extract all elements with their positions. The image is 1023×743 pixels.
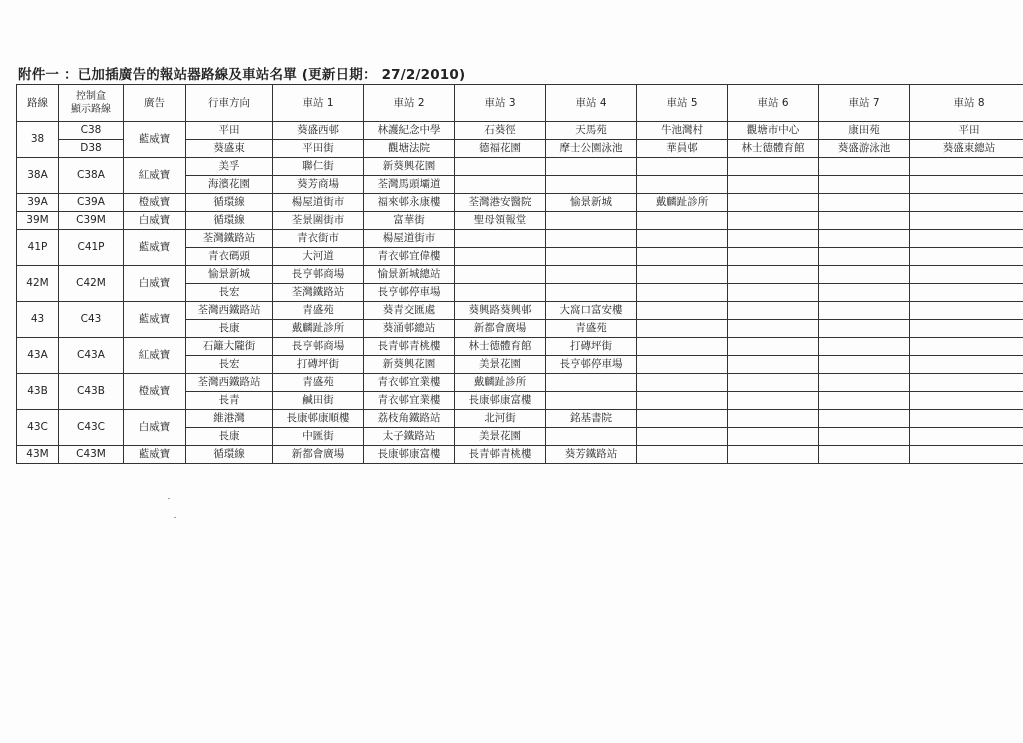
header-control-line2: 顯示路線: [71, 104, 111, 115]
station-cell: 戴麟趾診所: [455, 374, 546, 392]
advertisement-cell: 白威寶: [124, 266, 186, 302]
table-row: [17, 374, 1023, 392]
station-cell: [819, 428, 910, 446]
direction-cell: 荃灣西鐵路站: [186, 302, 273, 320]
table-header-row: [17, 85, 1023, 122]
station-cell: [910, 284, 1023, 302]
station-cell: 荃灣馬頭壩道: [364, 176, 455, 194]
station-cell: [637, 446, 728, 464]
header-route: 路線: [17, 85, 59, 122]
station-cell: [910, 248, 1023, 266]
station-cell: [728, 338, 819, 356]
station-cell: 青衣邨宜偉樓: [364, 248, 455, 266]
station-cell: 愉景新城: [546, 194, 637, 212]
station-cell: [819, 446, 910, 464]
control-box-cell: C39M: [59, 212, 124, 230]
station-cell: [637, 230, 728, 248]
station-cell: 愉景新城總站: [364, 266, 455, 284]
station-cell: 長亨邨商場: [273, 338, 364, 356]
station-cell: [546, 392, 637, 410]
control-box-cell: C38A: [59, 158, 124, 194]
station-cell: [546, 428, 637, 446]
station-cell: 新葵興花園: [364, 158, 455, 176]
station-cell: [637, 158, 728, 176]
station-cell: 戴麟趾診所: [637, 194, 728, 212]
table-row: [17, 158, 1023, 176]
station-cell: 楊屋道街市: [364, 230, 455, 248]
station-cell: 長青邨青桃樓: [364, 338, 455, 356]
station-cell: 葵芳鐵路站: [546, 446, 637, 464]
route-number-cell: 43B: [17, 374, 59, 410]
control-box-cell: C43M: [59, 446, 124, 464]
station-cell: [910, 392, 1023, 410]
station-cell: [637, 410, 728, 428]
station-cell: [910, 410, 1023, 428]
control-box-cell: C42M: [59, 266, 124, 302]
route-number-cell: 43M: [17, 446, 59, 464]
station-cell: 楊屋道街市: [273, 194, 364, 212]
station-cell: [546, 158, 637, 176]
station-cell: 觀塘法院: [364, 140, 455, 158]
station-cell: 葵芳商場: [273, 176, 364, 194]
table-row: [17, 122, 1023, 140]
station-cell: [910, 446, 1023, 464]
station-cell: [637, 248, 728, 266]
station-cell: [546, 248, 637, 266]
station-cell: 葵盛西邨: [273, 122, 364, 140]
station-cell: 林士德體育館: [455, 338, 546, 356]
direction-cell: 平田: [186, 122, 273, 140]
route-station-table: [16, 84, 1023, 464]
document-title: 附件一 ：已加插廣告的報站器路線及車站名單 (更新日期： 27/2/2010): [18, 67, 466, 83]
station-cell: [910, 428, 1023, 446]
header-station-8: 車站 8: [910, 85, 1023, 122]
station-cell: [910, 212, 1023, 230]
direction-cell: 愉景新城: [186, 266, 273, 284]
station-cell: [819, 410, 910, 428]
station-cell: 美景花園: [455, 356, 546, 374]
station-cell: 大窩口富安樓: [546, 302, 637, 320]
control-box-cell: C43B: [59, 374, 124, 410]
station-cell: [728, 410, 819, 428]
station-cell: [728, 446, 819, 464]
station-cell: [728, 266, 819, 284]
header-station-6: 車站 6: [728, 85, 819, 122]
station-cell: [819, 302, 910, 320]
direction-cell: 葵盛東: [186, 140, 273, 158]
station-cell: [637, 266, 728, 284]
station-cell: [455, 176, 546, 194]
station-cell: [910, 302, 1023, 320]
advertisement-cell: 橙威寶: [124, 374, 186, 410]
station-cell: 打磚坪街: [546, 338, 637, 356]
header-station-3: 車站 3: [455, 85, 546, 122]
direction-cell: 長宏: [186, 284, 273, 302]
header-station-5: 車站 5: [637, 85, 728, 122]
scan-speck: [168, 498, 170, 499]
station-cell: [910, 320, 1023, 338]
station-cell: 大河道: [273, 248, 364, 266]
station-cell: [728, 374, 819, 392]
table-row: [17, 338, 1023, 356]
station-cell: [637, 302, 728, 320]
control-box-cell: C43A: [59, 338, 124, 374]
station-cell: 青衣街市: [273, 230, 364, 248]
station-cell: 青盛苑: [273, 374, 364, 392]
station-cell: [728, 176, 819, 194]
table-row: [17, 410, 1023, 428]
advertisement-cell: 藍威寶: [124, 302, 186, 338]
table-row: [17, 446, 1023, 464]
station-cell: 康田苑: [819, 122, 910, 140]
header-station-7: 車站 7: [819, 85, 910, 122]
station-cell: [546, 230, 637, 248]
direction-cell: 荃灣鐵路站: [186, 230, 273, 248]
direction-cell: 循環線: [186, 194, 273, 212]
header-control-line1: 控制盒: [76, 91, 106, 102]
station-cell: 德福花園: [455, 140, 546, 158]
advertisement-cell: 紅威寶: [124, 338, 186, 374]
station-cell: 青衣邨宜業樓: [364, 374, 455, 392]
station-cell: 葵盛游泳池: [819, 140, 910, 158]
advertisement-cell: 白威寶: [124, 212, 186, 230]
station-cell: [819, 320, 910, 338]
station-cell: 青衣邨宜業樓: [364, 392, 455, 410]
station-cell: [728, 230, 819, 248]
station-cell: 長康邨康富樓: [455, 392, 546, 410]
station-cell: [455, 266, 546, 284]
station-cell: 華員邨: [637, 140, 728, 158]
header-direction: 行車方向: [186, 85, 273, 122]
station-cell: 富華街: [364, 212, 455, 230]
route-number-cell: 43C: [17, 410, 59, 446]
station-cell: [728, 428, 819, 446]
station-cell: [637, 392, 728, 410]
direction-cell: 循環線: [186, 212, 273, 230]
route-number-cell: 38: [17, 122, 59, 158]
station-cell: [637, 284, 728, 302]
station-cell: 福來邨永康樓: [364, 194, 455, 212]
direction-cell: 青衣碼頭: [186, 248, 273, 266]
header-station-4: 車站 4: [546, 85, 637, 122]
control-box-cell: C43C: [59, 410, 124, 446]
table-body: [17, 122, 1023, 464]
table-row: [17, 302, 1023, 320]
route-number-cell: 38A: [17, 158, 59, 194]
station-cell: [455, 248, 546, 266]
station-cell: [819, 176, 910, 194]
station-cell: 青盛苑: [273, 302, 364, 320]
header-advertisement: 廣告: [124, 85, 186, 122]
station-cell: 新都會廣場: [455, 320, 546, 338]
header-station-2: 車站 2: [364, 85, 455, 122]
station-cell: 荃灣鐵路站: [273, 284, 364, 302]
station-cell: [728, 320, 819, 338]
station-cell: 銘基書院: [546, 410, 637, 428]
station-cell: [728, 248, 819, 266]
station-cell: 戴麟趾診所: [273, 320, 364, 338]
station-cell: [819, 356, 910, 374]
route-number-cell: 43: [17, 302, 59, 338]
control-box-cell: C43: [59, 302, 124, 338]
station-cell: 打磚坪街: [273, 356, 364, 374]
station-cell: [546, 374, 637, 392]
advertisement-cell: 藍威寶: [124, 122, 186, 158]
station-cell: [546, 284, 637, 302]
station-cell: 長亨邨商場: [273, 266, 364, 284]
control-box-cell: C38: [59, 122, 124, 140]
advertisement-cell: 白威寶: [124, 410, 186, 446]
station-cell: [819, 266, 910, 284]
advertisement-cell: 藍威寶: [124, 446, 186, 464]
station-cell: [546, 176, 637, 194]
station-cell: [819, 374, 910, 392]
station-cell: [819, 248, 910, 266]
station-cell: [910, 176, 1023, 194]
direction-cell: 美孚: [186, 158, 273, 176]
station-cell: 中匯街: [273, 428, 364, 446]
station-cell: 北河街: [455, 410, 546, 428]
station-cell: 牛池灣村: [637, 122, 728, 140]
station-cell: [910, 230, 1023, 248]
station-cell: [637, 428, 728, 446]
station-cell: 石葵徑: [455, 122, 546, 140]
station-cell: 荔枝角鐵路站: [364, 410, 455, 428]
direction-cell: 循環線: [186, 446, 273, 464]
station-cell: [728, 284, 819, 302]
control-box-cell: D38: [59, 140, 124, 158]
station-cell: 聖母領報堂: [455, 212, 546, 230]
table-row: [17, 266, 1023, 284]
station-cell: 平田街: [273, 140, 364, 158]
station-cell: [728, 392, 819, 410]
station-cell: [728, 158, 819, 176]
station-cell: [819, 194, 910, 212]
station-cell: 荃灣港安醫院: [455, 194, 546, 212]
station-cell: [819, 392, 910, 410]
station-cell: [637, 356, 728, 374]
direction-cell: 長宏: [186, 356, 273, 374]
station-cell: 葵盛東總站: [910, 140, 1023, 158]
station-cell: [910, 374, 1023, 392]
direction-cell: 維港灣: [186, 410, 273, 428]
direction-cell: 海濱花園: [186, 176, 273, 194]
station-cell: 荃景圍街市: [273, 212, 364, 230]
station-cell: [819, 284, 910, 302]
route-number-cell: 42M: [17, 266, 59, 302]
station-cell: [728, 212, 819, 230]
header-control-box: [59, 85, 124, 122]
station-cell: [637, 320, 728, 338]
station-cell: 美景花園: [455, 428, 546, 446]
station-cell: [455, 158, 546, 176]
advertisement-cell: 藍威寶: [124, 230, 186, 266]
station-cell: [819, 338, 910, 356]
station-cell: [637, 338, 728, 356]
route-number-cell: 39M: [17, 212, 59, 230]
station-cell: [728, 302, 819, 320]
station-cell: 新葵興花園: [364, 356, 455, 374]
station-cell: 長青邨青桃樓: [455, 446, 546, 464]
station-cell: 葵青交匯處: [364, 302, 455, 320]
station-cell: [546, 266, 637, 284]
station-cell: [910, 194, 1023, 212]
station-cell: 長康邨康富樓: [364, 446, 455, 464]
table-row: [17, 230, 1023, 248]
station-cell: [728, 194, 819, 212]
station-cell: [819, 230, 910, 248]
direction-cell: 長康: [186, 428, 273, 446]
station-cell: [546, 212, 637, 230]
station-cell: 長亨邨停車場: [546, 356, 637, 374]
scan-speck: [174, 517, 176, 518]
direction-cell: 石籬大隴街: [186, 338, 273, 356]
station-cell: [455, 230, 546, 248]
station-cell: 葵涌邨總站: [364, 320, 455, 338]
station-cell: 林護紀念中學: [364, 122, 455, 140]
station-cell: [910, 158, 1023, 176]
table-row: [17, 194, 1023, 212]
advertisement-cell: 紅威寶: [124, 158, 186, 194]
station-cell: [637, 212, 728, 230]
station-cell: 葵興路葵興邨: [455, 302, 546, 320]
station-cell: 青盛苑: [546, 320, 637, 338]
station-cell: 長亨邨停車場: [364, 284, 455, 302]
station-cell: [637, 176, 728, 194]
route-number-cell: 41P: [17, 230, 59, 266]
route-number-cell: 39A: [17, 194, 59, 212]
station-cell: 新都會廣場: [273, 446, 364, 464]
control-box-cell: C39A: [59, 194, 124, 212]
station-cell: [910, 356, 1023, 374]
control-box-cell: C41P: [59, 230, 124, 266]
station-cell: [455, 284, 546, 302]
header-station-1: 車站 1: [273, 85, 364, 122]
station-cell: [910, 266, 1023, 284]
station-cell: [637, 374, 728, 392]
station-cell: 摩士公園泳池: [546, 140, 637, 158]
station-cell: [910, 338, 1023, 356]
station-cell: 觀塘市中心: [728, 122, 819, 140]
station-cell: [728, 356, 819, 374]
station-cell: 平田: [910, 122, 1023, 140]
table-row: [17, 212, 1023, 230]
advertisement-cell: 橙威寶: [124, 194, 186, 212]
route-number-cell: 43A: [17, 338, 59, 374]
direction-cell: 長康: [186, 320, 273, 338]
station-cell: [819, 212, 910, 230]
station-cell: 長康邨康順樓: [273, 410, 364, 428]
station-cell: 太子鐵路站: [364, 428, 455, 446]
station-cell: [819, 158, 910, 176]
station-cell: 天馬苑: [546, 122, 637, 140]
station-cell: 林士德體育館: [728, 140, 819, 158]
station-cell: 鹹田街: [273, 392, 364, 410]
station-cell: 聯仁街: [273, 158, 364, 176]
direction-cell: 長青: [186, 392, 273, 410]
direction-cell: 荃灣西鐵路站: [186, 374, 273, 392]
